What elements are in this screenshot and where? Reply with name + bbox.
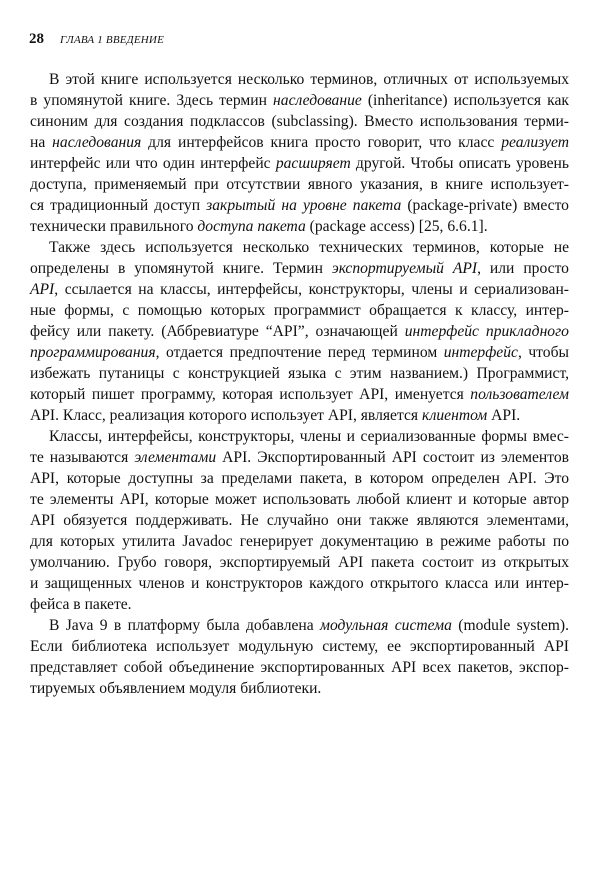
text-line: API, ссылается на классы, интерфейсы, конструкторы, члены и сериализован- xyxy=(30,281,569,298)
paragraph xyxy=(30,237,569,426)
emphasis: API xyxy=(30,281,55,298)
text-line: фейса в пакете. xyxy=(30,596,132,613)
text-line: определены в упомянутой книге. Термин экспортируемый API, или просто xyxy=(30,260,569,277)
emphasis: программирования xyxy=(30,344,156,361)
text-line: ся традиционный доступ закрытый на уровне пакета (package-private) вместо xyxy=(30,197,569,214)
text-line: API. Класс, реализация которого использует API, является клиентом API. xyxy=(30,407,521,424)
emphasis: элементами xyxy=(134,449,217,466)
text-line: представляет собой объединение экспортированных API всех пакетов, экспор- xyxy=(30,659,569,676)
text-line: интерфейс или что один интерфейс расширяет другой. Чтобы описать уровень xyxy=(30,155,569,172)
text-line: В Java 9 в платформу была добавлена модульная система (module system). xyxy=(49,617,569,634)
emphasis: интерфейс xyxy=(443,344,518,361)
text-line: фейсу или пакету. (Аббревиатуре “API”, означающей интерфейс прикладного xyxy=(30,323,569,340)
paragraph xyxy=(30,426,569,615)
page-number: 28 xyxy=(29,31,44,47)
text-line: и защищенных членов и конструкторов каждого открытого класса или интер- xyxy=(30,575,569,592)
emphasis: расширяет xyxy=(275,155,351,172)
text-line: для которых утилита Javadoc генерирует документацию в режиме работы по xyxy=(30,533,569,550)
paragraph xyxy=(30,615,569,699)
page-header xyxy=(29,31,164,48)
text-line: синоним для создания подклассов (subclassing). Вместо использования терми- xyxy=(30,113,569,130)
emphasis: закрытый на уровне пакета xyxy=(206,197,402,214)
emphasis: модульная система xyxy=(320,617,452,634)
emphasis: доступа пакета xyxy=(197,218,306,235)
text-line: API обязуется поддерживать. Не случайно они также являются элементами, xyxy=(30,512,569,529)
emphasis: интерфейс прикладного xyxy=(404,323,569,340)
emphasis: наследования xyxy=(52,134,142,151)
text-line: технически правильного доступа пакета (package access) [25, 6.6.1]. xyxy=(30,218,488,235)
text-line: в упомянутой книге. Здесь термин наследование (inheritance) используется как xyxy=(30,92,569,109)
emphasis: реализует xyxy=(501,134,569,151)
text-line: умолчанию. Грубо говоря, экспортируемый API пакета состоит из открытых xyxy=(30,554,569,571)
body-text xyxy=(30,69,569,699)
text-line: те элементы API, которые может использовать любой клиент и которые автор xyxy=(30,491,569,508)
text-line: тируемых объявлением модуля библиотеки. xyxy=(30,680,322,697)
text-line: те называются элементами API. Экспортированный API состоит из элементов xyxy=(30,449,570,466)
text-line: программирования, отдается предпочтение перед термином интерфейс, чтобы xyxy=(30,344,569,361)
text-line: Также здесь используется несколько технических терминов, которые не xyxy=(49,239,569,256)
text-line: Если библиотека использует модульную систему, ее экспортированный API xyxy=(30,638,569,655)
text-line: доступа, применяемый при отсутствии явного указания, в книге использует- xyxy=(30,176,569,193)
emphasis: наследование xyxy=(273,92,362,109)
text-line: который пишет программу, которая использует API, именуется пользователем xyxy=(30,386,569,403)
emphasis: пользователем xyxy=(470,386,569,403)
running-head: ГЛАВА 1 ВВЕДЕНИЕ xyxy=(60,34,164,46)
text-line: Классы, интерфейсы, конструкторы, члены и сериализованные формы вмес- xyxy=(49,428,569,445)
text-line: избежать путаницы с конструкцией языка с этим названием.) Программист, xyxy=(30,365,569,382)
text-line: ные формы, с помощью которых программист обращается к классу, интер- xyxy=(30,302,569,319)
emphasis: экспортируемый API xyxy=(331,260,478,277)
text-line: на наследования для интерфейсов книга просто говорит, что класс реализует xyxy=(30,134,569,151)
text-line: API, которые доступны за пределами пакета, в котором определен API. Это xyxy=(30,470,569,487)
text-line: В этой книге используется несколько терминов, отличных от используемых xyxy=(49,71,569,88)
emphasis: клиентом xyxy=(421,407,488,424)
paragraph xyxy=(30,69,569,237)
